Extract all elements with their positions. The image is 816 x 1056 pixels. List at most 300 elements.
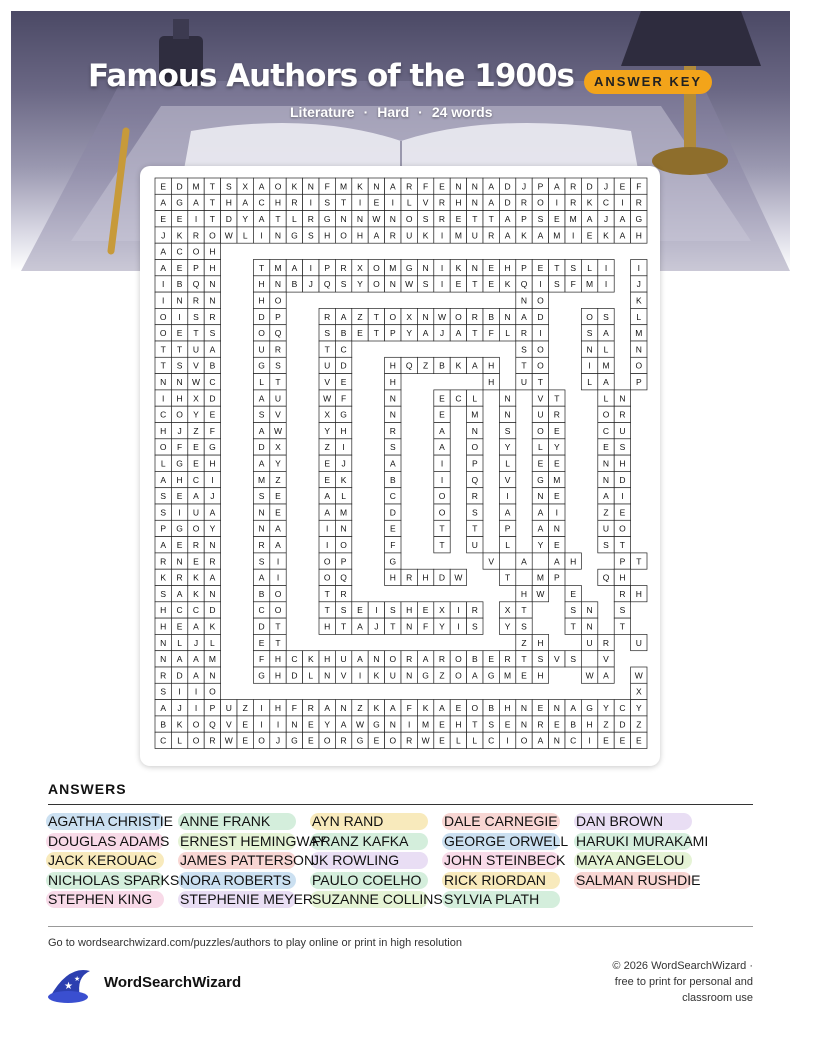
- grid-letter: H: [586, 719, 593, 730]
- grid-letter: H: [619, 572, 626, 583]
- grid-letter: G: [209, 442, 216, 453]
- grid-letter: S: [258, 556, 265, 567]
- grid-letter: Y: [324, 719, 331, 730]
- grid-letter: E: [439, 719, 445, 730]
- grid-letter: S: [209, 328, 216, 339]
- grid-letter: A: [521, 556, 527, 567]
- grid-letter: T: [340, 621, 347, 632]
- grid-letter: M: [586, 279, 594, 290]
- grid-letter: C: [455, 393, 462, 404]
- grid-letter: G: [323, 213, 331, 224]
- grid-letter: L: [160, 458, 166, 469]
- grid-letter: B: [439, 360, 445, 371]
- grid-letter: S: [160, 491, 167, 502]
- grid-letter: N: [389, 393, 396, 404]
- grid-letter: E: [553, 719, 560, 730]
- grid-letter: A: [570, 702, 577, 713]
- grid-letter: W: [454, 572, 463, 583]
- grid-letter: N: [520, 702, 528, 713]
- grid-letter: P: [521, 213, 527, 224]
- answer-word: RICK RIORDAN: [444, 871, 546, 888]
- grid-letter: B: [488, 702, 495, 713]
- answer-word: PAULO COELHO: [312, 871, 422, 888]
- grid-letter: G: [356, 735, 364, 746]
- grid-letter: C: [176, 605, 183, 616]
- grid-letter: I: [342, 442, 345, 453]
- grid-letter: A: [176, 588, 183, 599]
- grid-letter: H: [488, 376, 495, 387]
- grid-letter: H: [160, 605, 167, 616]
- grid-letter: N: [389, 409, 396, 420]
- grid-letter: U: [225, 702, 232, 713]
- grid-letter: G: [291, 230, 298, 241]
- grid-letter: S: [176, 360, 183, 371]
- grid-letter: E: [586, 230, 593, 241]
- grid-letter: I: [440, 230, 444, 241]
- grid-letter: T: [340, 197, 347, 208]
- grid-letter: F: [258, 654, 265, 665]
- grid-letter: V: [422, 197, 429, 208]
- grid-letter: D: [619, 474, 626, 485]
- grid-letter: T: [504, 572, 511, 583]
- grid-letter: R: [520, 328, 528, 339]
- grid-letter: O: [274, 605, 282, 616]
- grid-letter: A: [504, 230, 511, 241]
- grid-letter: U: [340, 654, 347, 665]
- grid-letter: U: [192, 507, 200, 518]
- grid-letter: T: [521, 605, 527, 616]
- grid-letter: A: [471, 360, 478, 371]
- grid-letter: T: [521, 654, 527, 665]
- grid-letter: S: [619, 442, 626, 453]
- grid-letter: N: [258, 507, 265, 518]
- grid-letter: S: [340, 605, 347, 616]
- grid-letter: H: [504, 262, 511, 273]
- grid-letter: I: [326, 539, 329, 550]
- grid-letter: I: [604, 262, 608, 273]
- grid-letter: B: [471, 654, 478, 665]
- grid-letter: I: [260, 230, 263, 241]
- grid-letter: H: [488, 360, 495, 371]
- grid-letter: K: [504, 279, 511, 290]
- grid-letter: R: [176, 572, 183, 583]
- grid-letter: E: [193, 458, 199, 469]
- grid-letter: D: [258, 621, 265, 632]
- grid-letter: O: [438, 491, 446, 502]
- grid-letter: A: [160, 474, 167, 485]
- grid-letter: R: [389, 230, 396, 241]
- grid-letter: N: [258, 523, 265, 534]
- grid-letter: L: [406, 197, 412, 208]
- grid-letter: G: [635, 213, 643, 224]
- grid-letter: A: [258, 425, 265, 436]
- grid-letter: R: [209, 311, 216, 322]
- grid-letter: C: [570, 735, 577, 746]
- grid-letter: L: [341, 491, 346, 502]
- word-count-label: 24 words: [431, 104, 493, 120]
- grid-letter: T: [275, 637, 281, 648]
- grid-letter: E: [275, 507, 281, 518]
- grid-letter: L: [242, 230, 248, 241]
- grid-letter: I: [588, 360, 591, 371]
- grid-letter: T: [554, 262, 560, 273]
- grid-letter: R: [160, 670, 167, 681]
- grid-letter: C: [389, 491, 396, 502]
- grid-letter: A: [603, 328, 609, 339]
- grid-letter: M: [192, 181, 200, 192]
- grid-letter: O: [471, 442, 479, 453]
- grid-letter: O: [537, 197, 544, 208]
- answer-item: [48, 851, 157, 869]
- grid-letter: A: [537, 507, 544, 518]
- grid-letter: M: [553, 474, 561, 485]
- grid-letter: U: [324, 360, 331, 371]
- grid-letter: E: [439, 409, 445, 420]
- grid-letter: H: [324, 230, 331, 241]
- grid-letter: I: [162, 393, 165, 404]
- grid-letter: E: [307, 735, 314, 746]
- grid-letter: R: [635, 197, 642, 208]
- grid-letter: C: [340, 344, 347, 355]
- grid-letter: O: [340, 230, 347, 241]
- grid-letter: O: [455, 670, 462, 681]
- answer-item: [576, 871, 700, 889]
- grid-letter: S: [324, 197, 331, 208]
- grid-letter: I: [621, 197, 624, 208]
- grid-letter: E: [504, 719, 511, 730]
- grid-letter: E: [389, 523, 396, 534]
- grid-letter: A: [389, 458, 396, 469]
- grid-letter: H: [635, 230, 642, 241]
- grid-letter: N: [520, 295, 528, 306]
- grid-letter: C: [619, 702, 626, 713]
- grid-letter: A: [537, 230, 544, 241]
- grid-letter: T: [439, 523, 445, 534]
- grid-letter: L: [587, 262, 592, 273]
- page-title: Famous Authors of the 1900s: [88, 58, 574, 94]
- word-grid: [140, 166, 660, 766]
- grid-letter: E: [488, 654, 495, 665]
- grid-letter: A: [488, 181, 495, 192]
- grid-letter: G: [176, 523, 183, 534]
- grid-letter: S: [160, 588, 167, 599]
- grid-letter: L: [259, 376, 264, 387]
- grid-letter: B: [176, 279, 183, 290]
- grid-letter: A: [439, 425, 445, 436]
- grid-letter: T: [570, 621, 576, 632]
- grid-letter: K: [209, 621, 216, 632]
- answer-item: [576, 832, 708, 850]
- grid-letter: M: [208, 654, 216, 665]
- grid-letter: A: [504, 213, 511, 224]
- grid-letter: C: [160, 735, 167, 746]
- grid-letter: D: [209, 605, 216, 616]
- grid-letter: E: [176, 491, 183, 502]
- grid-letter: I: [506, 491, 509, 502]
- grid-letter: O: [389, 654, 397, 665]
- grid-letter: G: [291, 735, 298, 746]
- grid-letter: K: [455, 262, 462, 273]
- grid-letter: Z: [439, 670, 445, 681]
- grid-letter: I: [408, 719, 411, 730]
- grid-letter: H: [389, 376, 396, 387]
- grid-letter: U: [389, 670, 396, 681]
- grid-letter: V: [340, 670, 347, 681]
- grid-letter: R: [471, 491, 478, 502]
- grid-letter: S: [488, 719, 495, 730]
- grid-letter: G: [258, 670, 265, 681]
- grid-letter: A: [537, 523, 544, 534]
- grid-letter: T: [472, 279, 478, 290]
- grid-letter: N: [307, 181, 314, 192]
- grid-letter: F: [488, 328, 494, 339]
- grid-letter: O: [537, 360, 544, 371]
- answer-word: DOUGLAS ADAMS: [48, 832, 170, 849]
- grid-letter: D: [340, 360, 347, 371]
- grid-letter: J: [636, 279, 641, 290]
- answer-word: SYLVIA PLATH: [444, 891, 540, 908]
- grid-letter: E: [160, 181, 167, 192]
- grid-letter: N: [209, 539, 216, 550]
- grid-letter: N: [176, 556, 183, 567]
- grid-letter: P: [209, 702, 216, 713]
- grid-letter: N: [209, 295, 216, 306]
- grid-letter: R: [570, 181, 577, 192]
- grid-letter: E: [209, 409, 216, 420]
- wizard-hat-icon: [46, 963, 96, 1005]
- grid-letter: L: [472, 735, 478, 746]
- grid-letter: V: [488, 556, 495, 567]
- grid-letter: N: [619, 393, 626, 404]
- grid-letter: Z: [357, 702, 363, 713]
- grid-letter: S: [389, 605, 396, 616]
- grid-letter: H: [160, 425, 167, 436]
- grid-letter: W: [421, 735, 430, 746]
- grid-letter: G: [389, 556, 397, 567]
- grid-letter: N: [504, 393, 511, 404]
- grid-letter: Y: [603, 702, 609, 713]
- grid-letter: A: [488, 197, 495, 208]
- grid-letter: O: [159, 311, 167, 322]
- grid-letter: X: [504, 605, 511, 616]
- grid-letter: L: [177, 637, 182, 648]
- grid-letter: T: [619, 539, 626, 550]
- grid-letter: S: [537, 654, 544, 665]
- grid-letter: T: [160, 344, 166, 355]
- grid-letter: H: [209, 262, 216, 273]
- grid-letter: D: [586, 181, 593, 192]
- grid-letter: X: [324, 409, 331, 420]
- grid-letter: I: [539, 328, 542, 339]
- grid-letter: A: [389, 702, 396, 713]
- grid-letter: I: [457, 621, 460, 632]
- grid-letter: O: [159, 442, 167, 453]
- grid-letter: N: [553, 702, 560, 713]
- grid-letter: I: [440, 458, 444, 469]
- grid-letter: A: [619, 213, 626, 224]
- grid-letter: X: [439, 605, 445, 616]
- grid-letter: Y: [275, 458, 281, 469]
- grid-letter: E: [603, 735, 609, 746]
- grid-letter: U: [537, 409, 544, 420]
- grid-letter: W: [372, 213, 381, 224]
- grid-letter: N: [274, 230, 282, 241]
- grid-letter: I: [391, 197, 394, 208]
- grid-letter: H: [635, 588, 642, 599]
- grid-letter: U: [586, 637, 593, 648]
- grid-letter: I: [588, 735, 591, 746]
- grid-letter: N: [324, 670, 331, 681]
- grid-letter: Y: [504, 621, 511, 632]
- grid-letter: A: [553, 556, 560, 567]
- grid-letter: I: [194, 702, 198, 713]
- grid-letter: K: [635, 295, 642, 306]
- grid-letter: K: [521, 230, 527, 241]
- grid-letter: E: [357, 605, 363, 616]
- grid-letter: R: [504, 654, 511, 665]
- grid-letter: H: [274, 670, 282, 681]
- answer-word: JACK KEROUAC: [48, 852, 157, 869]
- grid-letter: K: [586, 197, 593, 208]
- grid-letter: L: [505, 539, 510, 550]
- grid-letter: G: [586, 702, 593, 713]
- grid-letter: V: [537, 393, 544, 404]
- grid-letter: E: [553, 213, 560, 224]
- grid-letter: E: [422, 605, 429, 616]
- grid-letter: I: [162, 295, 165, 306]
- grid-letter: E: [307, 719, 314, 730]
- grid-letter: O: [537, 425, 544, 436]
- grid-letter: P: [471, 458, 478, 469]
- grid-letter: E: [553, 491, 560, 502]
- grid-letter: T: [209, 181, 216, 192]
- answer-item: [180, 812, 270, 830]
- grid-letter: K: [307, 654, 314, 665]
- grid-letter: E: [275, 491, 281, 502]
- grid-letter: A: [193, 491, 199, 502]
- answer-item: [180, 871, 291, 889]
- grid-letter: P: [619, 556, 626, 567]
- grid-letter: R: [406, 181, 413, 192]
- grid-letter: A: [258, 213, 265, 224]
- grid-letter: G: [373, 719, 380, 730]
- copyright-line: © 2026 WordSearchWizard ·: [612, 960, 753, 972]
- grid-letter: S: [537, 213, 544, 224]
- grid-letter: Y: [357, 279, 363, 290]
- grid-letter: A: [619, 230, 626, 241]
- grid-letter: U: [520, 376, 528, 387]
- puzzle-meta: [290, 104, 493, 120]
- grid-letter: G: [422, 670, 429, 681]
- grid-letter: E: [357, 328, 363, 339]
- grid-letter: U: [471, 539, 478, 550]
- grid-letter: O: [258, 328, 265, 339]
- grid-letter: S: [422, 213, 429, 224]
- grid-letter: I: [178, 507, 181, 518]
- grid-letter: R: [340, 588, 347, 599]
- grid-letter: N: [422, 311, 429, 322]
- grid-letter: H: [274, 654, 282, 665]
- grid-letter: H: [455, 719, 462, 730]
- grid-letter: I: [457, 605, 460, 616]
- grid-letter: M: [536, 572, 544, 583]
- answer-item: [444, 812, 558, 830]
- answer-word: JOHN STEINBECK: [444, 852, 566, 869]
- grid-letter: B: [160, 719, 167, 730]
- grid-letter: E: [619, 181, 626, 192]
- grid-letter: Z: [242, 702, 248, 713]
- grid-letter: E: [176, 213, 183, 224]
- grid-letter: E: [373, 735, 380, 746]
- grid-letter: I: [260, 719, 263, 730]
- grid-letter: S: [160, 686, 167, 697]
- grid-letter: O: [274, 181, 282, 192]
- grid-letter: A: [242, 197, 249, 208]
- grid-letter: T: [390, 621, 396, 632]
- grid-letter: J: [177, 425, 182, 436]
- answer-word: GEORGE ORWELL: [444, 832, 569, 849]
- grid-letter: M: [389, 262, 397, 273]
- grid-letter: F: [422, 621, 429, 632]
- grid-letter: F: [570, 279, 576, 290]
- grid-letter: S: [258, 409, 265, 420]
- grid-letter: A: [521, 311, 527, 322]
- grid-letter: M: [454, 230, 462, 241]
- grid-letter: I: [637, 262, 640, 273]
- grid-letter: C: [291, 654, 298, 665]
- grid-letter: N: [520, 719, 528, 730]
- grid-letter: N: [356, 213, 364, 224]
- grid-letter: Y: [537, 539, 544, 550]
- grid-letter: Y: [324, 425, 331, 436]
- grid-letter: A: [209, 344, 216, 355]
- grid-letter: Z: [422, 360, 429, 371]
- grid-letter: L: [177, 735, 182, 746]
- grid-letter: R: [488, 230, 495, 241]
- grid-letter: E: [439, 393, 445, 404]
- grid-letter: X: [635, 686, 642, 697]
- grid-letter: N: [504, 409, 511, 420]
- grid-letter: I: [309, 262, 312, 273]
- grid-letter: H: [225, 197, 232, 208]
- grid-letter: Q: [192, 279, 200, 290]
- grid-letter: A: [439, 702, 445, 713]
- grid-letter: N: [406, 670, 413, 681]
- grid-letter: V: [324, 376, 331, 387]
- grid-letter: N: [471, 197, 478, 208]
- grid-letter: A: [586, 213, 593, 224]
- grid-letter: F: [209, 425, 216, 436]
- grid-letter: E: [553, 425, 560, 436]
- answer-item: [312, 812, 383, 830]
- answer-word: AYN RAND: [312, 813, 384, 829]
- grid-letter: J: [521, 181, 527, 192]
- grid-letter: A: [209, 507, 216, 518]
- grid-letter: D: [291, 670, 298, 681]
- grid-letter: K: [193, 588, 199, 599]
- grid-letter: T: [193, 328, 199, 339]
- grid-letter: R: [471, 605, 478, 616]
- answer-item: [312, 871, 421, 889]
- grid-letter: X: [193, 393, 199, 404]
- grid-letter: O: [274, 588, 282, 599]
- grid-letter: N: [389, 213, 396, 224]
- grid-letter: N: [160, 376, 167, 387]
- grid-letter: R: [438, 197, 446, 208]
- grid-letter: A: [275, 523, 281, 534]
- grid-letter: L: [308, 670, 314, 681]
- grid-letter: I: [440, 262, 444, 273]
